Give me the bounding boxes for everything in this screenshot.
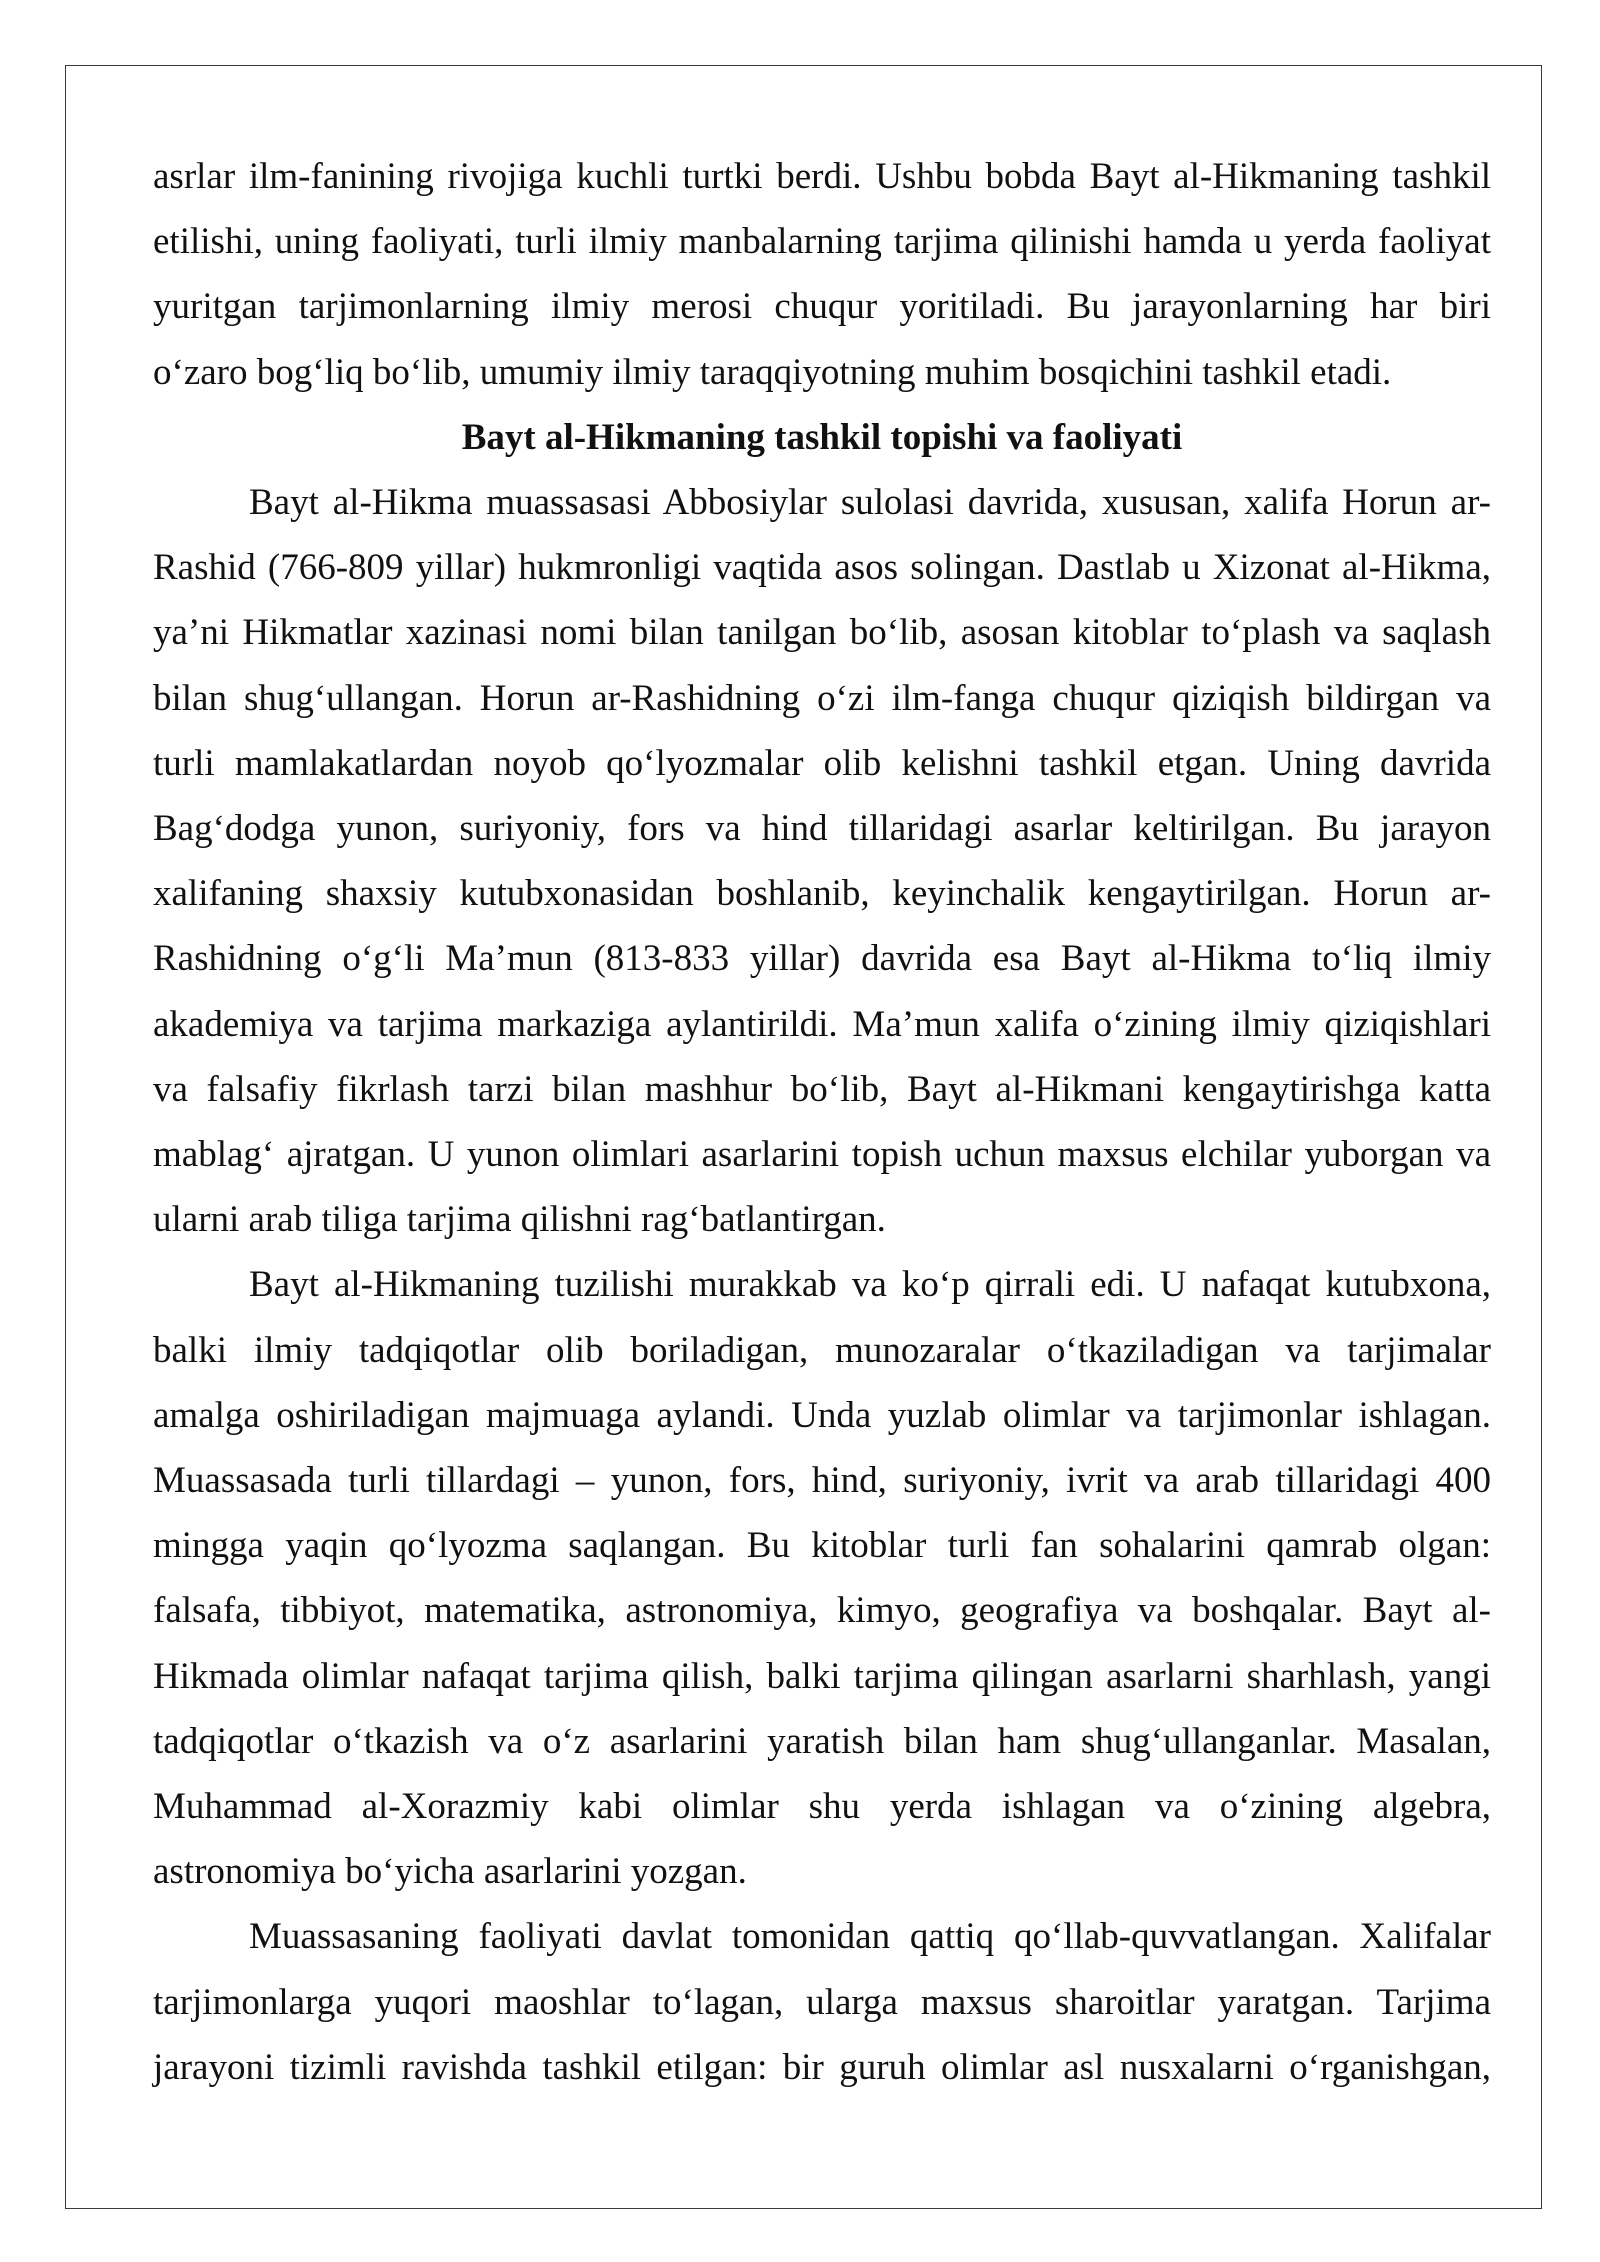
text-line: etilishi, uning faoliyati, turli ilmiy manbalarning tarjima qilinishi hamda u yerda faoliyat <box>153 221 1491 263</box>
text-line: yuritgan tarjimonlarning ilmiy merosi chuqur yoritiladi. Bu jarayonlarning har biri <box>153 286 1491 328</box>
text-line: Rashid (766-809 yillar) hukmronligi vaqtida asos solingan. Dastlab u Xizonat al-Hikma, <box>153 547 1491 589</box>
paragraph-founding <box>153 470 1491 1252</box>
document-body <box>153 144 1491 2100</box>
text-line: falsafa, tibbiyot, matematika, astronomiya, kimyo, geografiya va boshqalar. Bayt al- <box>153 1590 1491 1632</box>
text-line: ularni arab tiliga tarjima qilishni rag‘batlantirgan. <box>153 1199 886 1241</box>
text-line: asrlar ilm-fanining rivojiga kuchli turtki berdi. Ushbu bobda Bayt al-Hikmaning tashkil <box>153 156 1491 197</box>
text-line: Muassasaning faoliyati davlat tomonidan qattiq qo‘llab-quvvatlangan. Xalifalar <box>249 1916 1491 1958</box>
text-line: ya’ni Hikmatlar xazinasi nomi bilan tanilgan bo‘lib, asosan kitoblar to‘plash va saqlash <box>153 612 1491 654</box>
text-line: bilan shug‘ullangan. Horun ar-Rashidning o‘zi ilm-fanga chuqur qiziqish bildirgan va <box>153 677 1491 719</box>
text-line: jarayoni tizimli ravishda tashkil etilgan: bir guruh olimlar asl nusxalarni o‘rganishgan, <box>153 2046 1491 2088</box>
text-line: Bag‘dodga yunon, suriyoniy, fors va hind tillaridagi asarlar keltirilgan. Bu jarayon <box>153 808 1491 850</box>
text-line: Hikmada olimlar nafaqat tarjima qilish, balki tarjima qilingan asarlarni sharhlash, yangi <box>153 1655 1491 1697</box>
text-line: tadqiqotlar o‘tkazish va o‘z asarlarini yaratish bilan ham shug‘ullanganlar. Masalan, <box>153 1720 1491 1762</box>
text-line: o‘zaro bog‘liq bo‘lib, umumiy ilmiy taraqqiyotning muhim bosqichini tashkil etadi. <box>153 351 1392 393</box>
text-line: balki ilmiy tadqiqotlar olib boriladigan, munozaralar o‘tkaziladigan va tarjimalar <box>153 1329 1491 1371</box>
text-line: tarjimonlarga yuqori maoshlar to‘lagan, ularga maxsus sharoitlar yaratgan. Tarjima <box>153 1981 1491 2023</box>
paragraph-support <box>153 1904 1491 2100</box>
text-line: mablag‘ ajratgan. U yunon olimlari asarlarini topish uchun maxsus elchilar yuborgan va <box>153 1134 1491 1176</box>
text-line: Muhammad al-Xorazmiy kabi olimlar shu yerda ishlagan va o‘zining algebra, <box>153 1786 1491 1828</box>
text-line: xalifaning shaxsiy kutubxonasidan boshlanib, keyinchalik kengaytirilgan. Horun ar- <box>153 873 1491 915</box>
paragraph-structure <box>153 1252 1491 1904</box>
text-line: mingga yaqin qo‘lyozma saqlangan. Bu kitoblar turli fan sohalarini qamrab olgan: <box>153 1525 1491 1567</box>
text-line: akademiya va tarjima markaziga aylantirildi. Ma’mun xalifa o‘zining ilmiy qiziqishlari <box>153 1003 1491 1045</box>
intro-paragraph <box>153 144 1491 405</box>
text-line: Bayt al-Hikma muassasasi Abbosiylar sulolasi davrida, xususan, xalifa Horun ar- <box>249 482 1491 524</box>
text-line: Muassasada turli tillardagi – yunon, fors, hind, suriyoniy, ivrit va arab tillaridagi 400 <box>153 1460 1491 1502</box>
text-line: astronomiya bo‘yicha asarlarini yozgan. <box>153 1851 747 1893</box>
text-line: Rashidning o‘g‘li Ma’mun (813-833 yillar) davrida esa Bayt al-Hikma to‘liq ilmiy <box>153 938 1491 980</box>
text-line: amalga oshiriladigan majmuaga aylandi. Unda yuzlab olimlar va tarjimonlar ishlagan. <box>153 1394 1491 1436</box>
text-line: turli mamlakatlardan noyob qo‘lyozmalar olib kelishni tashkil etgan. Uning davrida <box>153 742 1491 784</box>
text-line: va falsafiy fikrlash tarzi bilan mashhur bo‘lib, Bayt al-Hikmani kengaytirishga katta <box>153 1068 1491 1110</box>
text-line: Bayt al-Hikmaning tuzilishi murakkab va ko‘p qirrali edi. U nafaqat kutubxona, <box>249 1264 1491 1306</box>
section-heading: Bayt al-Hikmaning tashkil topishi va faoliyati <box>461 416 1183 458</box>
